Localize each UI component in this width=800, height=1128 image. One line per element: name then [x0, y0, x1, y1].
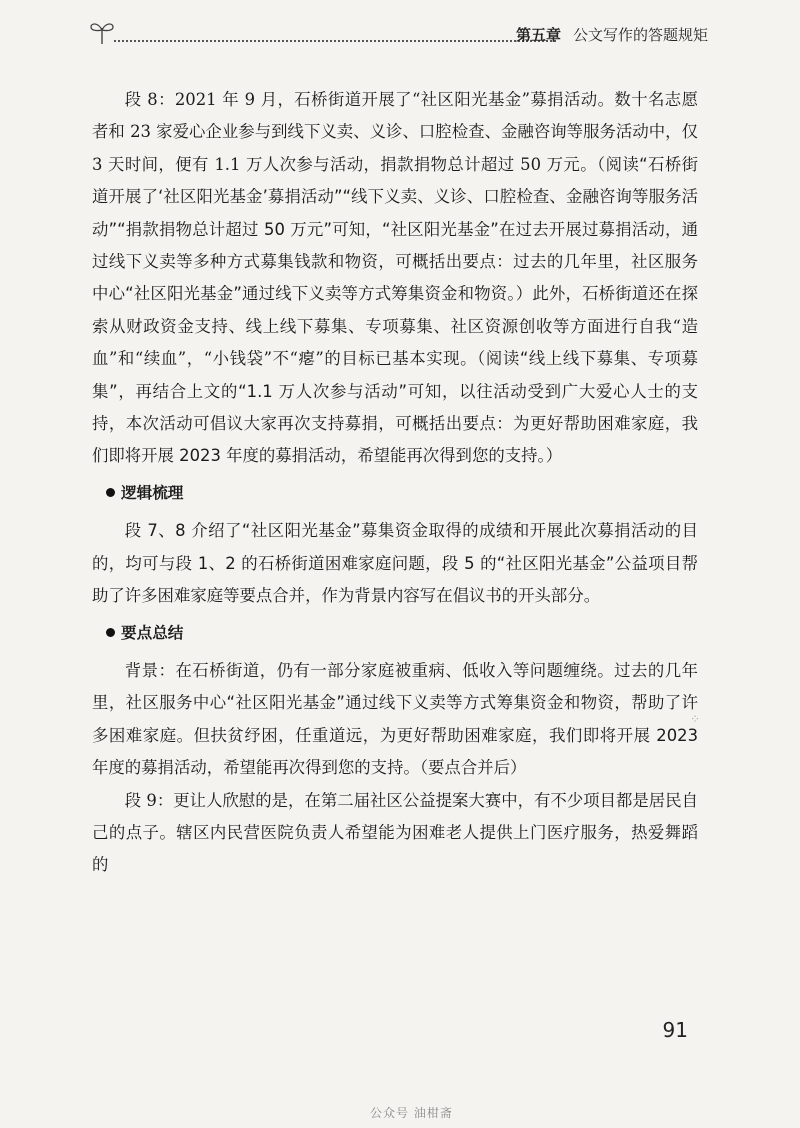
paragraph-8-note-2: （阅读“线上线下募集、专项募集”，再结合上文的“1.1 万人次参与活动”可知，以往活动受到广大爱心人士的支持，本次活动可倡议大家再次支持募捐，可概括出要点：为更好帮助困难家庭，我们即将开展 2023 年度的募捐活动，希望能再次得到您的支持。）	[92, 349, 698, 466]
bullet-icon	[106, 488, 115, 497]
paragraph-9: 段 9：更让人欣慰的是，在第二届社区公益提案大赛中，有不少项目都是居民自己的点子。辖区内民营医院负责人希望能为困难老人提供上门医疗服务，热爱舞蹈的	[92, 790, 698, 875]
scan-speck: ⁘	[690, 712, 701, 726]
chapter-title: 公文写作的答题规矩	[572, 26, 708, 44]
page-number: 91	[662, 1018, 688, 1042]
summary-text: 背景：在石桥街道，仍有一部分家庭被重病、低收入等问题缠绕。过去的几年里，社区服务中心“社区阳光基金”通过线下义卖等方式筹集资金和物资，帮助了许多困难家庭。但扶贫纾困，任重道远，为更好帮助困难家庭，我们即将开展 2023 年度的募捐活动，希望能再次得到您的支持。（要点合并后）	[92, 660, 698, 778]
sprout-icon	[88, 18, 116, 46]
page-body	[92, 84, 701, 882]
logic-text: 段 7、8 介绍了“社区阳光基金”募集资金取得的成绩和开展此次募捐活动的目的，均可与段 1、2 的石桥街道困难家庭问题，段 5 的“社区阳光基金”公益项目帮助了许多困难家庭等要点合并，作为背景内容写在倡议书的开头部分。	[92, 521, 698, 606]
paragraph-8-note: （阅读“石桥街道开展了‘社区阳光基金’募捐活动”“线下义卖、义诊、口腔检查、金融咨询等服务活动”“捐款捐物总计超过 50 万元”可知，“社区阳光基金”在过去开展过募捐活动，通过线下义卖等多种方式募集钱款和物资，可概括出要点：过去的几年里，社区服务中心“社区阳光基金”通过线下义卖等方式筹集资金和物资。）	[92, 154, 698, 304]
chapter-heading	[516, 24, 708, 45]
bullet-icon	[106, 628, 115, 637]
paragraph-8	[92, 84, 698, 473]
chapter-label: 第五章	[515, 26, 561, 44]
summary-heading: 要点总结	[106, 617, 698, 649]
watermark-stamp: 公众号 油柑斋	[370, 1106, 453, 1120]
header-divider	[114, 40, 556, 42]
paragraph-8-text: 段 8：2021 年 9 月，石桥街道开展了“社区阳光基金”募捐活动。数十名志愿者和 23 家爱心企业参与到线下义卖、义诊、口腔检查、金融咨询等服务活动中，仅 3 天时间，便有 1.1 万人次参与活动，捐款捐物总计超过 50 万元。	[92, 90, 698, 174]
logic-heading: 逻辑梳理	[106, 477, 698, 509]
paragraph-8-continued: 此外，石桥街道还在探索从财政资金支持、线上线下募集、专项募集、社区资源创收等方面进行自我“造血”和“续血”，“小钱袋”不“瘪”的目标已基本实现。	[92, 284, 698, 369]
page-header	[88, 14, 708, 50]
